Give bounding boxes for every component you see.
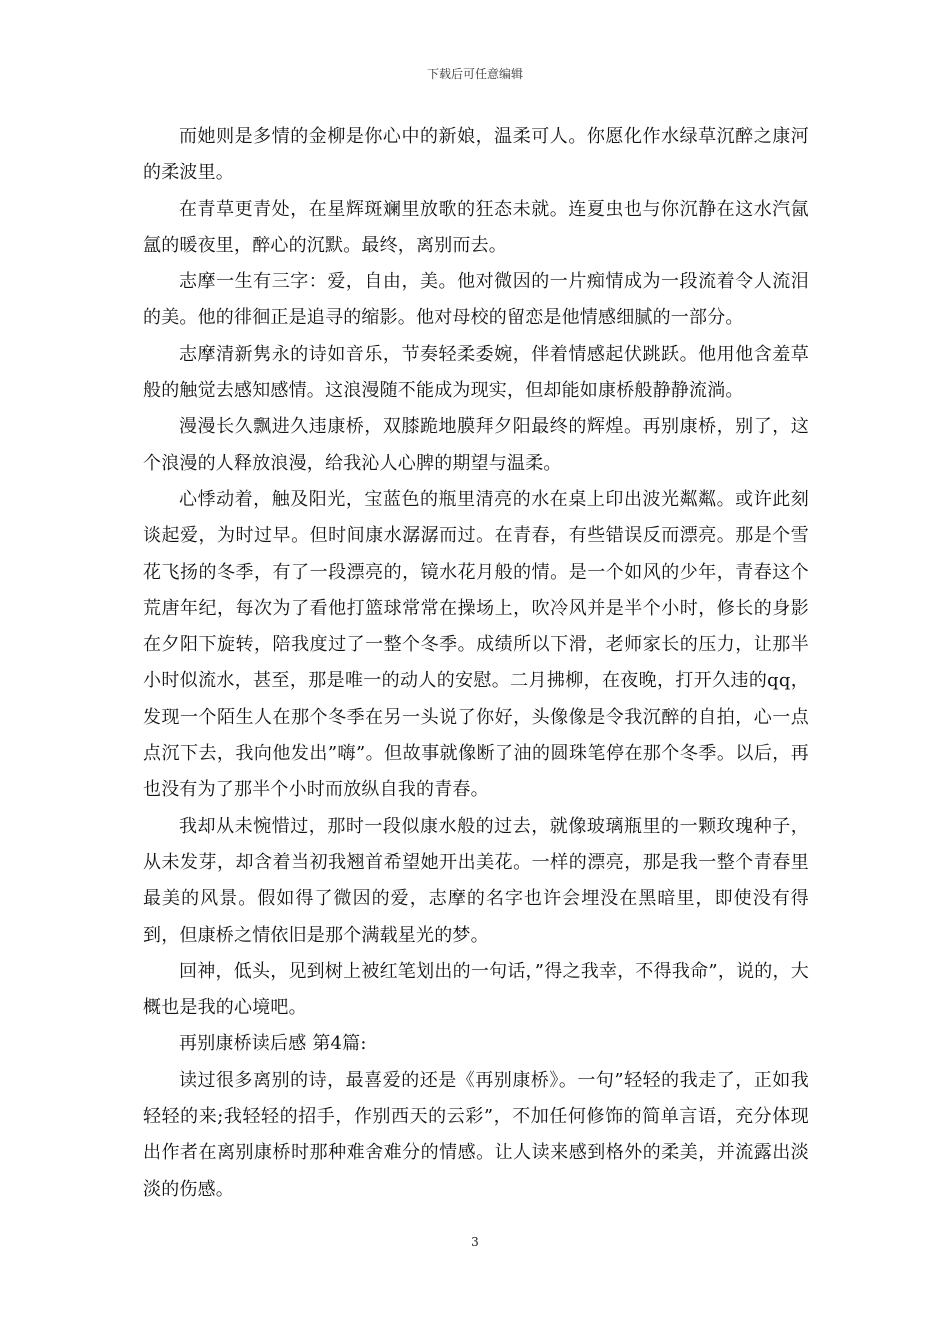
page-header — [0, 66, 950, 82]
document-body — [143, 119, 809, 1208]
paragraph: 在青草更青处，在星辉斑斓里放歌的狂态未就。连夏虫也与你沉静在这水汽氤氲的暖夜里，醉心的沉默。最终，离别而去。 — [143, 198, 809, 256]
paragraph: 回神，低头，见到树上被红笔划出的一句话，”得之我幸，不得我命”，说的，大概也是我的心境吧。 — [143, 960, 809, 1019]
paragraph: 志摩清新隽永的诗如音乐，节奏轻柔委婉，伴着情感起伏跳跃。他用他含羞草般的触觉去感知感情。这浪漫随不能成为现实，但却能如康桥般静静流淌。 — [143, 343, 809, 402]
paragraph: 读过很多离别的诗，最喜爱的还是《再别康桥》。一句”轻轻的我走了，正如我轻轻的来;我轻轻的招手，作别西天的云彩”，不加任何修饰的简单言语，充分体现出作者在离别康桥时那种难舍难分的情感。让人读来感到格外的柔美，并流露出淡淡的伤感。 — [143, 1069, 809, 1200]
header-text: 下载后可任意编辑 — [426, 67, 523, 81]
paragraph: 志摩一生有三字：爱，自由，美。他对微因的一片痴情成为一段流着令人流泪的美。他的徘徊正是追寻的缩影。他对母校的留恋是他情感细腻的一部分。 — [143, 271, 809, 329]
section-heading: 再别康桥读后感 第4篇: — [179, 1033, 367, 1055]
paragraph: 我却从未惋惜过，那时一段似康水般的过去，就像玻璃瓶里的一颗玫瑰种子，从未发芽，却含着当初我翘首希望她开出美花。一样的漂亮，那是我一整个青春里最美的风景。假如得了微因的爱，志摩的名字也许会埋没在黑暗里，即使没有得到，但康桥之情依旧是那个满载星光的梦。 — [143, 815, 809, 946]
paragraph: 心悸动着，触及阳光，宝蓝色的瓶里清亮的水在桌上印出波光粼粼。或许此刻谈起爱，为时过早。但时间康水潺潺而过。在青春，有些错误反而漂亮。那是个雪花飞扬的冬季，有了一段漂亮的，镜水花月般的情。是一个如风的少年，青春这个荒唐年纪，每次为了看他打篮球常常在操场上，吹冷风并是半个小时，修长的身影在夕阳下旋转，陪我度过了一整个冬季。成绩所以下滑，老师家长的压力，让那半小时似流水，甚至，那是唯一的动人的安慰。二月拂柳，在夜晚，打开久违的qq，发现一个陌生人在那个冬季在另一头说了你好，头像像是令我沉醉的自拍，心一点点沉下去，我向他发出”嗨”。但故事就像断了油的圆珠笔停在那个冬季。以后，再也没有为了那半个小时而放纵自我的青春。 — [143, 488, 809, 801]
page-footer — [0, 1234, 950, 1250]
paragraph: 漫漫长久飘进久违康桥，双膝跪地膜拜夕阳最终的辉煌。再别康桥，别了，这个浪漫的人释放浪漫，给我沁人心脾的期望与温柔。 — [143, 416, 809, 474]
paragraph: 而她则是多情的金柳是你心中的新娘，温柔可人。你愿化作水绿草沉醉之康河的柔波里。 — [143, 126, 809, 184]
page-number: 3 — [471, 1235, 479, 1249]
